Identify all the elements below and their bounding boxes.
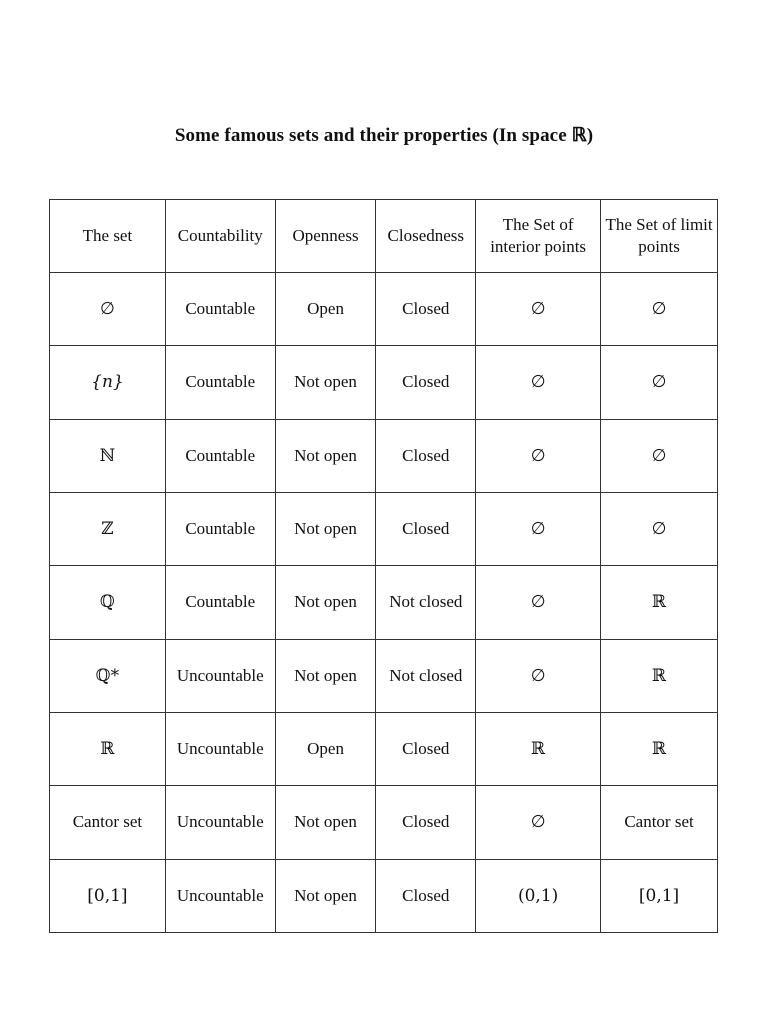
cell-set: {n}	[50, 346, 166, 419]
cell-interior: ∅	[476, 786, 601, 859]
cell-limit: ∅	[601, 273, 718, 346]
cell-limit: [0,1]	[601, 859, 718, 932]
header-openness: Openness	[275, 200, 376, 273]
cell-closedness: Closed	[376, 786, 476, 859]
page-title: Some famous sets and their properties (In space ℝ)	[174, 125, 594, 146]
table-row	[50, 566, 718, 639]
table-row	[50, 639, 718, 712]
table-row	[50, 419, 718, 492]
cell-closedness: Closed	[376, 273, 476, 346]
cell-openness: Not open	[275, 346, 376, 419]
cell-countability: Countable	[165, 566, 275, 639]
cell-limit: ℝ	[601, 712, 718, 785]
cell-interior: ∅	[476, 566, 601, 639]
header-set: The set	[50, 200, 166, 273]
table-header-row	[50, 200, 718, 273]
cell-countability: Uncountable	[165, 786, 275, 859]
cell-set: ℕ	[50, 419, 166, 492]
cell-interior: ∅	[476, 419, 601, 492]
cell-limit: ∅	[601, 419, 718, 492]
cell-openness: Open	[275, 712, 376, 785]
cell-set: Cantor set	[50, 786, 166, 859]
cell-countability: Countable	[165, 419, 275, 492]
cell-countability: Uncountable	[165, 639, 275, 712]
cell-closedness: Closed	[376, 419, 476, 492]
header-countability: Countability	[165, 200, 275, 273]
cell-openness: Not open	[275, 492, 376, 565]
header-limit-points: The Set of limit points	[601, 200, 718, 273]
cell-set: ℤ	[50, 492, 166, 565]
header-closedness: Closedness	[376, 200, 476, 273]
cell-interior: ∅	[476, 492, 601, 565]
table-row	[50, 712, 718, 785]
cell-set: ℚ	[50, 566, 166, 639]
table-row	[50, 786, 718, 859]
table-row	[50, 273, 718, 346]
cell-set: ℝ	[50, 712, 166, 785]
cell-interior: ∅	[476, 639, 601, 712]
cell-set: ℚ*	[50, 639, 166, 712]
cell-closedness: Closed	[376, 492, 476, 565]
cell-countability: Countable	[165, 273, 275, 346]
cell-openness: Not open	[275, 639, 376, 712]
cell-limit: ∅	[601, 492, 718, 565]
cell-openness: Not open	[275, 419, 376, 492]
table-row	[50, 346, 718, 419]
cell-countability: Countable	[165, 346, 275, 419]
cell-closedness: Not closed	[376, 639, 476, 712]
cell-set: [0,1]	[50, 859, 166, 932]
cell-openness: Open	[275, 273, 376, 346]
cell-closedness: Closed	[376, 346, 476, 419]
cell-interior: (0,1)	[476, 859, 601, 932]
cell-countability: Uncountable	[165, 712, 275, 785]
cell-interior: ∅	[476, 273, 601, 346]
properties-table	[49, 199, 718, 933]
cell-interior: ℝ	[476, 712, 601, 785]
cell-interior: ∅	[476, 346, 601, 419]
cell-openness: Not open	[275, 566, 376, 639]
cell-set: ∅	[50, 273, 166, 346]
cell-openness: Not open	[275, 786, 376, 859]
cell-closedness: Not closed	[376, 566, 476, 639]
header-interior-points: The Set of interior points	[476, 200, 601, 273]
cell-limit: Cantor set	[601, 786, 718, 859]
cell-limit: ℝ	[601, 639, 718, 712]
cell-countability: Uncountable	[165, 859, 275, 932]
cell-limit: ∅	[601, 346, 718, 419]
cell-limit: ℝ	[601, 566, 718, 639]
table-row	[50, 492, 718, 565]
table-row	[50, 859, 718, 932]
cell-closedness: Closed	[376, 712, 476, 785]
cell-closedness: Closed	[376, 859, 476, 932]
cell-countability: Countable	[165, 492, 275, 565]
cell-openness: Not open	[275, 859, 376, 932]
